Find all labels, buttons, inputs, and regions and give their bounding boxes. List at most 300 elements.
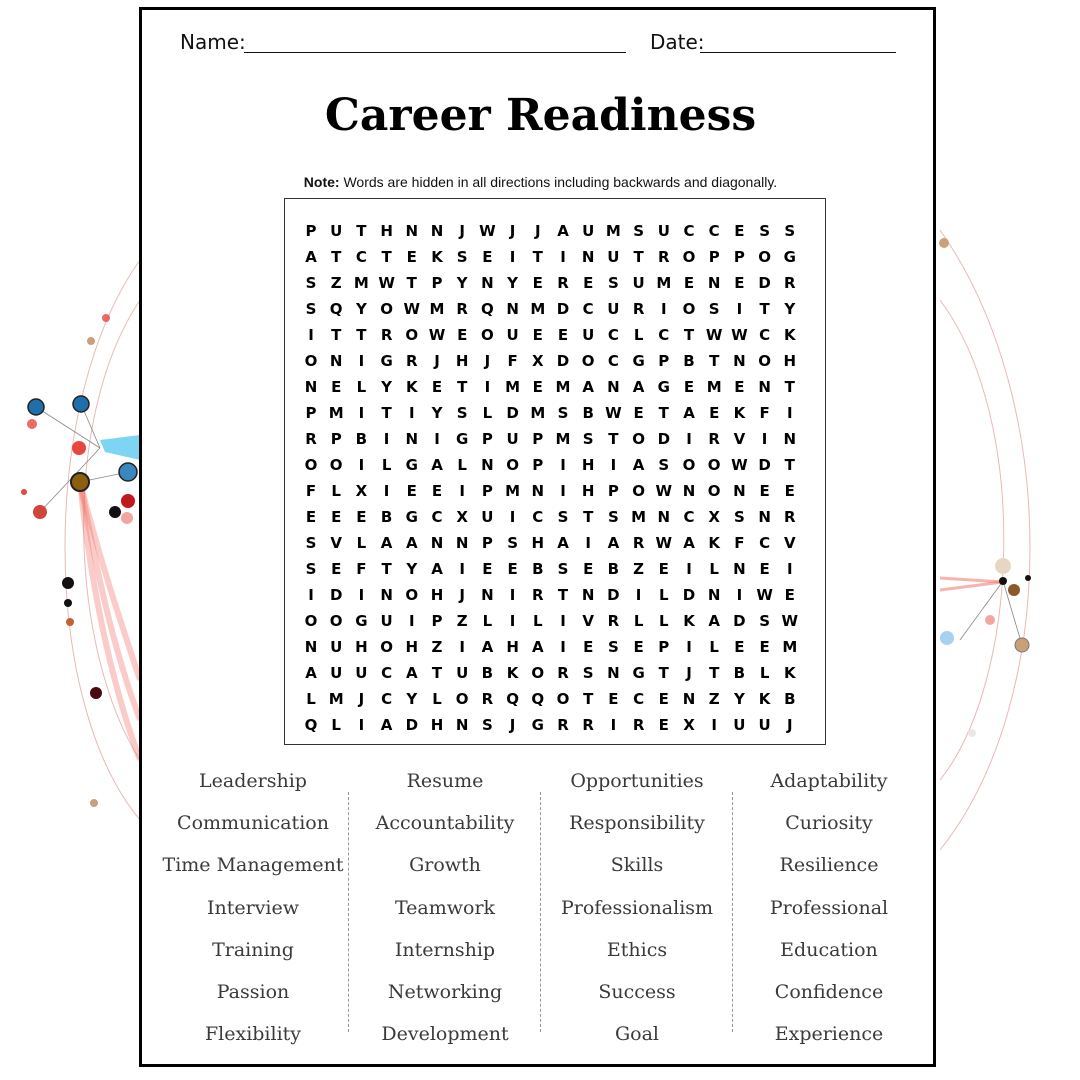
grid-letter[interactable]: M	[505, 482, 521, 500]
grid-letter[interactable]: T	[356, 222, 367, 240]
grid-letter[interactable]: S	[633, 222, 644, 240]
grid-letter[interactable]: S	[658, 456, 670, 474]
grid-letter[interactable]: J	[484, 352, 491, 370]
grid-letter[interactable]: N	[707, 274, 721, 292]
grid-letter[interactable]: A	[405, 664, 418, 682]
grid-letter[interactable]: E	[406, 482, 417, 500]
grid-letter[interactable]: Q	[506, 690, 519, 708]
grid-letter[interactable]: I	[787, 560, 793, 578]
grid-letter[interactable]: N	[682, 482, 696, 500]
grid-letter[interactable]: K	[758, 690, 771, 708]
grid-letter[interactable]: A	[405, 534, 418, 552]
grid-letter[interactable]: K	[431, 248, 443, 266]
grid-letter[interactable]: T	[633, 248, 644, 266]
grid-letter[interactable]: O	[329, 612, 343, 630]
grid-letter[interactable]: D	[733, 612, 746, 630]
grid-letter[interactable]: O	[329, 456, 343, 474]
grid-letter[interactable]: O	[380, 638, 393, 656]
grid-letter[interactable]: T	[331, 248, 342, 266]
grid-letter[interactable]: I	[358, 352, 365, 370]
grid-letter[interactable]: O	[632, 482, 645, 500]
grid-letter[interactable]: I	[459, 560, 465, 578]
grid-letter[interactable]: P	[305, 404, 317, 422]
grid-letter[interactable]: Y	[507, 274, 519, 292]
grid-letter[interactable]: S	[305, 534, 317, 552]
grid-letter[interactable]: R	[557, 664, 569, 682]
grid-letter[interactable]: C	[683, 508, 695, 526]
grid-letter[interactable]: F	[507, 352, 518, 370]
name-field[interactable]	[244, 52, 626, 53]
grid-letter[interactable]: M	[505, 378, 521, 396]
grid-letter[interactable]: K	[506, 664, 519, 682]
grid-letter[interactable]: P	[532, 430, 544, 448]
grid-letter[interactable]: X	[456, 508, 468, 526]
grid-letter[interactable]: R	[582, 716, 594, 734]
grid-letter[interactable]: L	[482, 612, 493, 630]
grid-letter[interactable]: S	[784, 222, 796, 240]
grid-letter[interactable]: L	[659, 586, 669, 604]
grid-letter[interactable]: P	[330, 430, 342, 448]
grid-letter[interactable]: N	[531, 482, 545, 500]
grid-letter[interactable]: R	[632, 534, 645, 552]
grid-letter[interactable]: L	[659, 612, 669, 630]
grid-letter[interactable]: N	[481, 274, 494, 292]
grid-letter[interactable]: E	[759, 482, 770, 500]
grid-letter[interactable]: E	[557, 326, 569, 344]
grid-letter[interactable]: E	[583, 638, 594, 656]
grid-letter[interactable]: D	[405, 716, 419, 734]
grid-letter[interactable]: I	[358, 456, 365, 474]
grid-letter[interactable]: M	[429, 300, 445, 318]
grid-letter[interactable]: G	[531, 716, 544, 734]
grid-letter[interactable]: P	[607, 482, 619, 500]
grid-letter[interactable]: N	[455, 716, 469, 734]
grid-letter[interactable]: F	[734, 534, 745, 552]
date-field[interactable]	[700, 52, 896, 53]
grid-letter[interactable]: X	[683, 716, 695, 734]
grid-letter[interactable]: S	[759, 612, 770, 630]
grid-letter[interactable]: R	[532, 586, 544, 604]
grid-letter[interactable]: I	[509, 248, 516, 266]
grid-letter[interactable]: N	[455, 534, 469, 552]
grid-letter[interactable]: S	[456, 404, 468, 422]
grid-letter[interactable]: I	[409, 612, 415, 630]
grid-letter[interactable]: P	[481, 534, 493, 552]
grid-letter[interactable]: U	[632, 274, 645, 292]
grid-letter[interactable]: P	[658, 352, 670, 370]
grid-letter[interactable]: N	[707, 586, 721, 604]
grid-letter[interactable]: J	[434, 352, 440, 370]
grid-letter[interactable]: N	[682, 690, 696, 708]
grid-letter[interactable]: R	[632, 300, 645, 318]
grid-letter[interactable]: P	[431, 274, 443, 292]
grid-letter[interactable]: I	[308, 326, 314, 344]
grid-letter[interactable]: I	[686, 560, 692, 578]
grid-letter[interactable]: B	[784, 690, 796, 708]
grid-letter[interactable]: E	[431, 482, 443, 500]
grid-letter[interactable]: T	[457, 378, 468, 396]
grid-letter[interactable]: E	[482, 560, 493, 578]
grid-letter[interactable]: Y	[381, 378, 393, 396]
grid-letter[interactable]: K	[405, 378, 418, 396]
grid-letter[interactable]: O	[531, 664, 545, 682]
grid-letter[interactable]: U	[456, 664, 469, 682]
grid-letter[interactable]: E	[709, 404, 720, 422]
grid-letter[interactable]: S	[708, 300, 720, 318]
grid-letter[interactable]: B	[733, 664, 746, 682]
grid-letter[interactable]: S	[582, 664, 594, 682]
grid-letter[interactable]: N	[733, 482, 746, 500]
grid-letter[interactable]: T	[784, 456, 795, 474]
grid-letter[interactable]: M	[328, 690, 344, 708]
grid-letter[interactable]: U	[506, 326, 519, 344]
grid-letter[interactable]: N	[405, 222, 419, 240]
grid-letter[interactable]: S	[456, 248, 468, 266]
grid-letter[interactable]: E	[784, 586, 795, 604]
grid-letter[interactable]: L	[709, 638, 719, 656]
grid-letter[interactable]: E	[331, 508, 342, 526]
grid-letter[interactable]: J	[686, 664, 692, 682]
grid-letter[interactable]: W	[655, 534, 673, 552]
grid-letter[interactable]: E	[633, 638, 644, 656]
grid-letter[interactable]: X	[532, 352, 544, 370]
grid-letter[interactable]: O	[758, 352, 771, 370]
grid-letter[interactable]: P	[532, 456, 544, 474]
grid-letter[interactable]: Q	[481, 300, 494, 318]
grid-letter[interactable]: N	[506, 300, 519, 318]
grid-letter[interactable]: T	[381, 404, 392, 422]
grid-letter[interactable]: H	[531, 534, 545, 552]
grid-letter[interactable]: J	[509, 222, 516, 240]
grid-letter[interactable]: E	[734, 638, 745, 656]
grid-letter[interactable]: U	[582, 326, 595, 344]
grid-letter[interactable]: O	[581, 352, 595, 370]
grid-letter[interactable]: O	[632, 430, 645, 448]
grid-letter[interactable]: E	[305, 508, 317, 526]
grid-letter[interactable]: P	[658, 638, 670, 656]
grid-letter[interactable]: H	[581, 482, 595, 500]
grid-letter[interactable]: A	[683, 404, 695, 422]
grid-letter[interactable]: E	[507, 560, 518, 578]
grid-letter[interactable]: A	[481, 638, 494, 656]
grid-letter[interactable]: Q	[531, 690, 545, 708]
grid-letter[interactable]: L	[482, 404, 493, 422]
grid-letter[interactable]: H	[430, 586, 444, 604]
grid-letter[interactable]: S	[733, 508, 745, 526]
grid-letter[interactable]: E	[633, 404, 644, 422]
grid-letter[interactable]: U	[733, 716, 746, 734]
grid-letter[interactable]: L	[759, 664, 770, 682]
grid-letter[interactable]: I	[686, 638, 692, 656]
grid-letter[interactable]: D	[329, 586, 343, 604]
grid-letter[interactable]: G	[405, 456, 418, 474]
grid-letter[interactable]: M	[656, 274, 672, 292]
grid-letter[interactable]: L	[331, 482, 341, 500]
grid-letter[interactable]: L	[633, 612, 644, 630]
grid-letter[interactable]: G	[632, 664, 645, 682]
grid-letter[interactable]: E	[784, 482, 795, 500]
grid-letter[interactable]: N	[430, 534, 444, 552]
grid-letter[interactable]: T	[608, 430, 619, 448]
grid-letter[interactable]: T	[406, 274, 417, 292]
grid-letter[interactable]: H	[581, 456, 595, 474]
grid-letter[interactable]: J	[459, 586, 465, 604]
grid-letter[interactable]: G	[355, 612, 368, 630]
grid-letter[interactable]: A	[632, 378, 645, 396]
grid-letter[interactable]: Z	[431, 638, 443, 656]
grid-letter[interactable]: L	[633, 326, 644, 344]
grid-letter[interactable]: T	[759, 300, 770, 318]
grid-letter[interactable]: C	[708, 222, 720, 240]
grid-letter[interactable]: H	[455, 352, 469, 370]
grid-letter[interactable]: Y	[456, 274, 468, 292]
grid-letter[interactable]: E	[356, 508, 367, 526]
grid-letter[interactable]: G	[632, 352, 645, 370]
grid-letter[interactable]: I	[383, 430, 390, 448]
grid-letter[interactable]: K	[733, 404, 746, 422]
grid-letter[interactable]: I	[686, 430, 692, 448]
grid-letter[interactable]: H	[430, 716, 444, 734]
grid-letter[interactable]: A	[305, 664, 317, 682]
grid-letter[interactable]: G	[657, 378, 670, 396]
grid-letter[interactable]: L	[432, 690, 442, 708]
grid-letter[interactable]: E	[532, 326, 543, 344]
grid-letter[interactable]: C	[759, 326, 771, 344]
grid-letter[interactable]: F	[305, 482, 317, 500]
grid-letter[interactable]: I	[560, 456, 566, 474]
grid-letter[interactable]: B	[607, 560, 620, 578]
grid-letter[interactable]: R	[632, 716, 645, 734]
grid-letter[interactable]: A	[607, 534, 620, 552]
grid-letter[interactable]: O	[405, 586, 419, 604]
grid-letter[interactable]: N	[607, 664, 620, 682]
grid-letter[interactable]: W	[731, 326, 748, 344]
grid-letter[interactable]: M	[555, 378, 571, 396]
grid-letter[interactable]: I	[736, 586, 743, 604]
grid-letter[interactable]: T	[557, 586, 569, 604]
grid-letter[interactable]: U	[330, 638, 343, 656]
grid-letter[interactable]: Y	[431, 404, 443, 422]
grid-letter[interactable]: R	[456, 300, 468, 318]
grid-letter[interactable]: S	[582, 430, 594, 448]
grid-letter[interactable]: R	[607, 612, 620, 630]
grid-letter[interactable]: Y	[355, 300, 367, 318]
grid-letter[interactable]: P	[431, 612, 443, 630]
grid-letter[interactable]: R	[380, 326, 393, 344]
grid-letter[interactable]: I	[736, 300, 743, 318]
grid-letter[interactable]: J	[509, 716, 516, 734]
grid-letter[interactable]: N	[304, 378, 318, 396]
grid-letter[interactable]: I	[661, 300, 667, 318]
grid-letter[interactable]: C	[381, 664, 393, 682]
grid-letter[interactable]: C	[355, 248, 367, 266]
grid-letter[interactable]: H	[380, 222, 393, 240]
grid-letter[interactable]: V	[330, 534, 342, 552]
grid-letter[interactable]: E	[532, 274, 543, 292]
grid-letter[interactable]: O	[758, 248, 771, 266]
grid-letter[interactable]: L	[457, 456, 467, 474]
grid-letter[interactable]: L	[306, 690, 316, 708]
grid-letter[interactable]: N	[758, 378, 771, 396]
grid-letter[interactable]: U	[380, 612, 393, 630]
grid-letter[interactable]: A	[708, 612, 720, 630]
grid-letter[interactable]: W	[705, 326, 723, 344]
grid-letter[interactable]: E	[431, 378, 443, 396]
grid-letter[interactable]: D	[758, 456, 771, 474]
grid-letter[interactable]: I	[711, 716, 717, 734]
grid-letter[interactable]: T	[683, 326, 695, 344]
grid-letter[interactable]: U	[582, 222, 595, 240]
grid-letter[interactable]: A	[431, 560, 443, 578]
grid-letter[interactable]: N	[783, 430, 797, 448]
grid-letter[interactable]: W	[756, 586, 773, 604]
grid-letter[interactable]: S	[305, 300, 317, 318]
grid-letter[interactable]: S	[607, 274, 619, 292]
grid-letter[interactable]: H	[783, 352, 797, 370]
grid-letter[interactable]: D	[682, 586, 696, 604]
grid-letter[interactable]: E	[331, 560, 342, 578]
grid-letter[interactable]: R	[658, 248, 670, 266]
grid-letter[interactable]: W	[378, 274, 395, 292]
grid-letter[interactable]: E	[583, 274, 594, 292]
grid-letter[interactable]: N	[733, 352, 746, 370]
grid-letter[interactable]: T	[583, 690, 594, 708]
grid-letter[interactable]: L	[709, 560, 719, 578]
grid-letter[interactable]: V	[783, 534, 796, 552]
grid-letter[interactable]: W	[731, 456, 748, 474]
grid-letter[interactable]: A	[431, 456, 443, 474]
grid-letter[interactable]: L	[356, 378, 367, 396]
grid-letter[interactable]: B	[683, 352, 695, 370]
grid-letter[interactable]: F	[356, 560, 367, 578]
grid-letter[interactable]: O	[682, 456, 696, 474]
grid-letter[interactable]: N	[481, 586, 494, 604]
grid-letter[interactable]: C	[381, 690, 393, 708]
grid-letter[interactable]: I	[308, 586, 314, 604]
grid-letter[interactable]: S	[607, 508, 619, 526]
grid-letter[interactable]: Q	[304, 716, 318, 734]
grid-letter[interactable]: Y	[733, 690, 745, 708]
grid-letter[interactable]: T	[356, 326, 367, 344]
grid-letter[interactable]: O	[304, 456, 318, 474]
grid-letter[interactable]: D	[506, 404, 519, 422]
grid-letter[interactable]: W	[403, 300, 421, 318]
grid-letter[interactable]: P	[733, 248, 745, 266]
grid-letter[interactable]: I	[509, 612, 516, 630]
grid-letter[interactable]: D	[556, 300, 570, 318]
grid-letter[interactable]: U	[506, 430, 519, 448]
grid-letter[interactable]: C	[683, 222, 695, 240]
grid-letter[interactable]: P	[305, 222, 317, 240]
grid-letter[interactable]: L	[356, 534, 367, 552]
grid-letter[interactable]: A	[557, 222, 569, 240]
grid-letter[interactable]: O	[682, 248, 696, 266]
grid-letter[interactable]: I	[585, 534, 591, 552]
grid-letter[interactable]: T	[658, 404, 669, 422]
grid-letter[interactable]: I	[560, 612, 566, 630]
grid-letter[interactable]: R	[406, 352, 418, 370]
grid-letter[interactable]: W	[781, 612, 799, 630]
grid-letter[interactable]: A	[632, 456, 645, 474]
grid-letter[interactable]: I	[509, 508, 516, 526]
grid-letter[interactable]: W	[479, 222, 496, 240]
grid-letter[interactable]: E	[406, 248, 417, 266]
grid-letter[interactable]: D	[657, 430, 671, 448]
grid-letter[interactable]: Z	[456, 612, 468, 630]
grid-letter[interactable]: I	[358, 586, 365, 604]
grid-letter[interactable]: J	[535, 222, 541, 240]
grid-letter[interactable]: V	[733, 430, 746, 448]
grid-letter[interactable]: S	[481, 716, 493, 734]
grid-letter[interactable]: T	[709, 352, 720, 370]
grid-letter[interactable]: U	[758, 716, 771, 734]
grid-letter[interactable]: O	[304, 352, 318, 370]
grid-letter[interactable]: Z	[633, 560, 645, 578]
grid-letter[interactable]: G	[405, 508, 418, 526]
grid-letter[interactable]: M	[530, 404, 546, 422]
grid-letter[interactable]: S	[557, 404, 569, 422]
grid-letter[interactable]: R	[784, 274, 796, 292]
grid-letter[interactable]: E	[734, 378, 745, 396]
grid-letter[interactable]: G	[783, 248, 796, 266]
grid-letter[interactable]: A	[531, 638, 544, 656]
grid-letter[interactable]: E	[683, 274, 695, 292]
grid-letter[interactable]: Y	[406, 690, 418, 708]
grid-letter[interactable]: E	[683, 378, 695, 396]
grid-letter[interactable]: I	[459, 638, 465, 656]
grid-letter[interactable]: E	[482, 248, 493, 266]
grid-letter[interactable]: E	[759, 638, 770, 656]
grid-letter[interactable]: I	[560, 638, 566, 656]
grid-letter[interactable]: P	[481, 430, 493, 448]
grid-letter[interactable]: S	[557, 560, 569, 578]
grid-letter[interactable]: M	[782, 638, 798, 656]
grid-letter[interactable]: O	[304, 612, 318, 630]
grid-letter[interactable]: B	[380, 508, 393, 526]
grid-letter[interactable]: O	[707, 482, 721, 500]
grid-letter[interactable]: J	[358, 690, 365, 708]
grid-letter[interactable]: J	[459, 222, 465, 240]
grid-letter[interactable]: A	[582, 378, 594, 396]
grid-letter[interactable]: A	[380, 534, 393, 552]
grid-letter[interactable]: B	[355, 430, 368, 448]
grid-letter[interactable]: G	[456, 430, 469, 448]
grid-letter[interactable]: I	[509, 586, 516, 604]
grid-letter[interactable]: E	[532, 378, 543, 396]
grid-letter[interactable]: M	[353, 274, 369, 292]
grid-letter[interactable]: G	[380, 352, 393, 370]
grid-letter[interactable]: R	[708, 430, 720, 448]
grid-letter[interactable]: C	[759, 534, 771, 552]
grid-letter[interactable]: B	[481, 664, 494, 682]
grid-letter[interactable]: N	[430, 222, 444, 240]
grid-letter[interactable]: J	[787, 716, 793, 734]
grid-letter[interactable]: T	[331, 326, 342, 344]
grid-letter[interactable]: C	[532, 508, 544, 526]
grid-letter[interactable]: U	[355, 664, 368, 682]
grid-letter[interactable]: B	[532, 560, 544, 578]
grid-letter[interactable]: E	[759, 560, 770, 578]
grid-letter[interactable]: N	[607, 378, 620, 396]
grid-letter[interactable]: T	[431, 664, 443, 682]
grid-letter[interactable]: D	[556, 352, 570, 370]
grid-letter[interactable]: O	[682, 300, 696, 318]
grid-letter[interactable]: I	[610, 716, 617, 734]
grid-letter[interactable]: L	[331, 716, 341, 734]
grid-letter[interactable]: H	[506, 638, 519, 656]
grid-letter[interactable]: U	[657, 222, 670, 240]
grid-letter[interactable]: I	[787, 404, 793, 422]
